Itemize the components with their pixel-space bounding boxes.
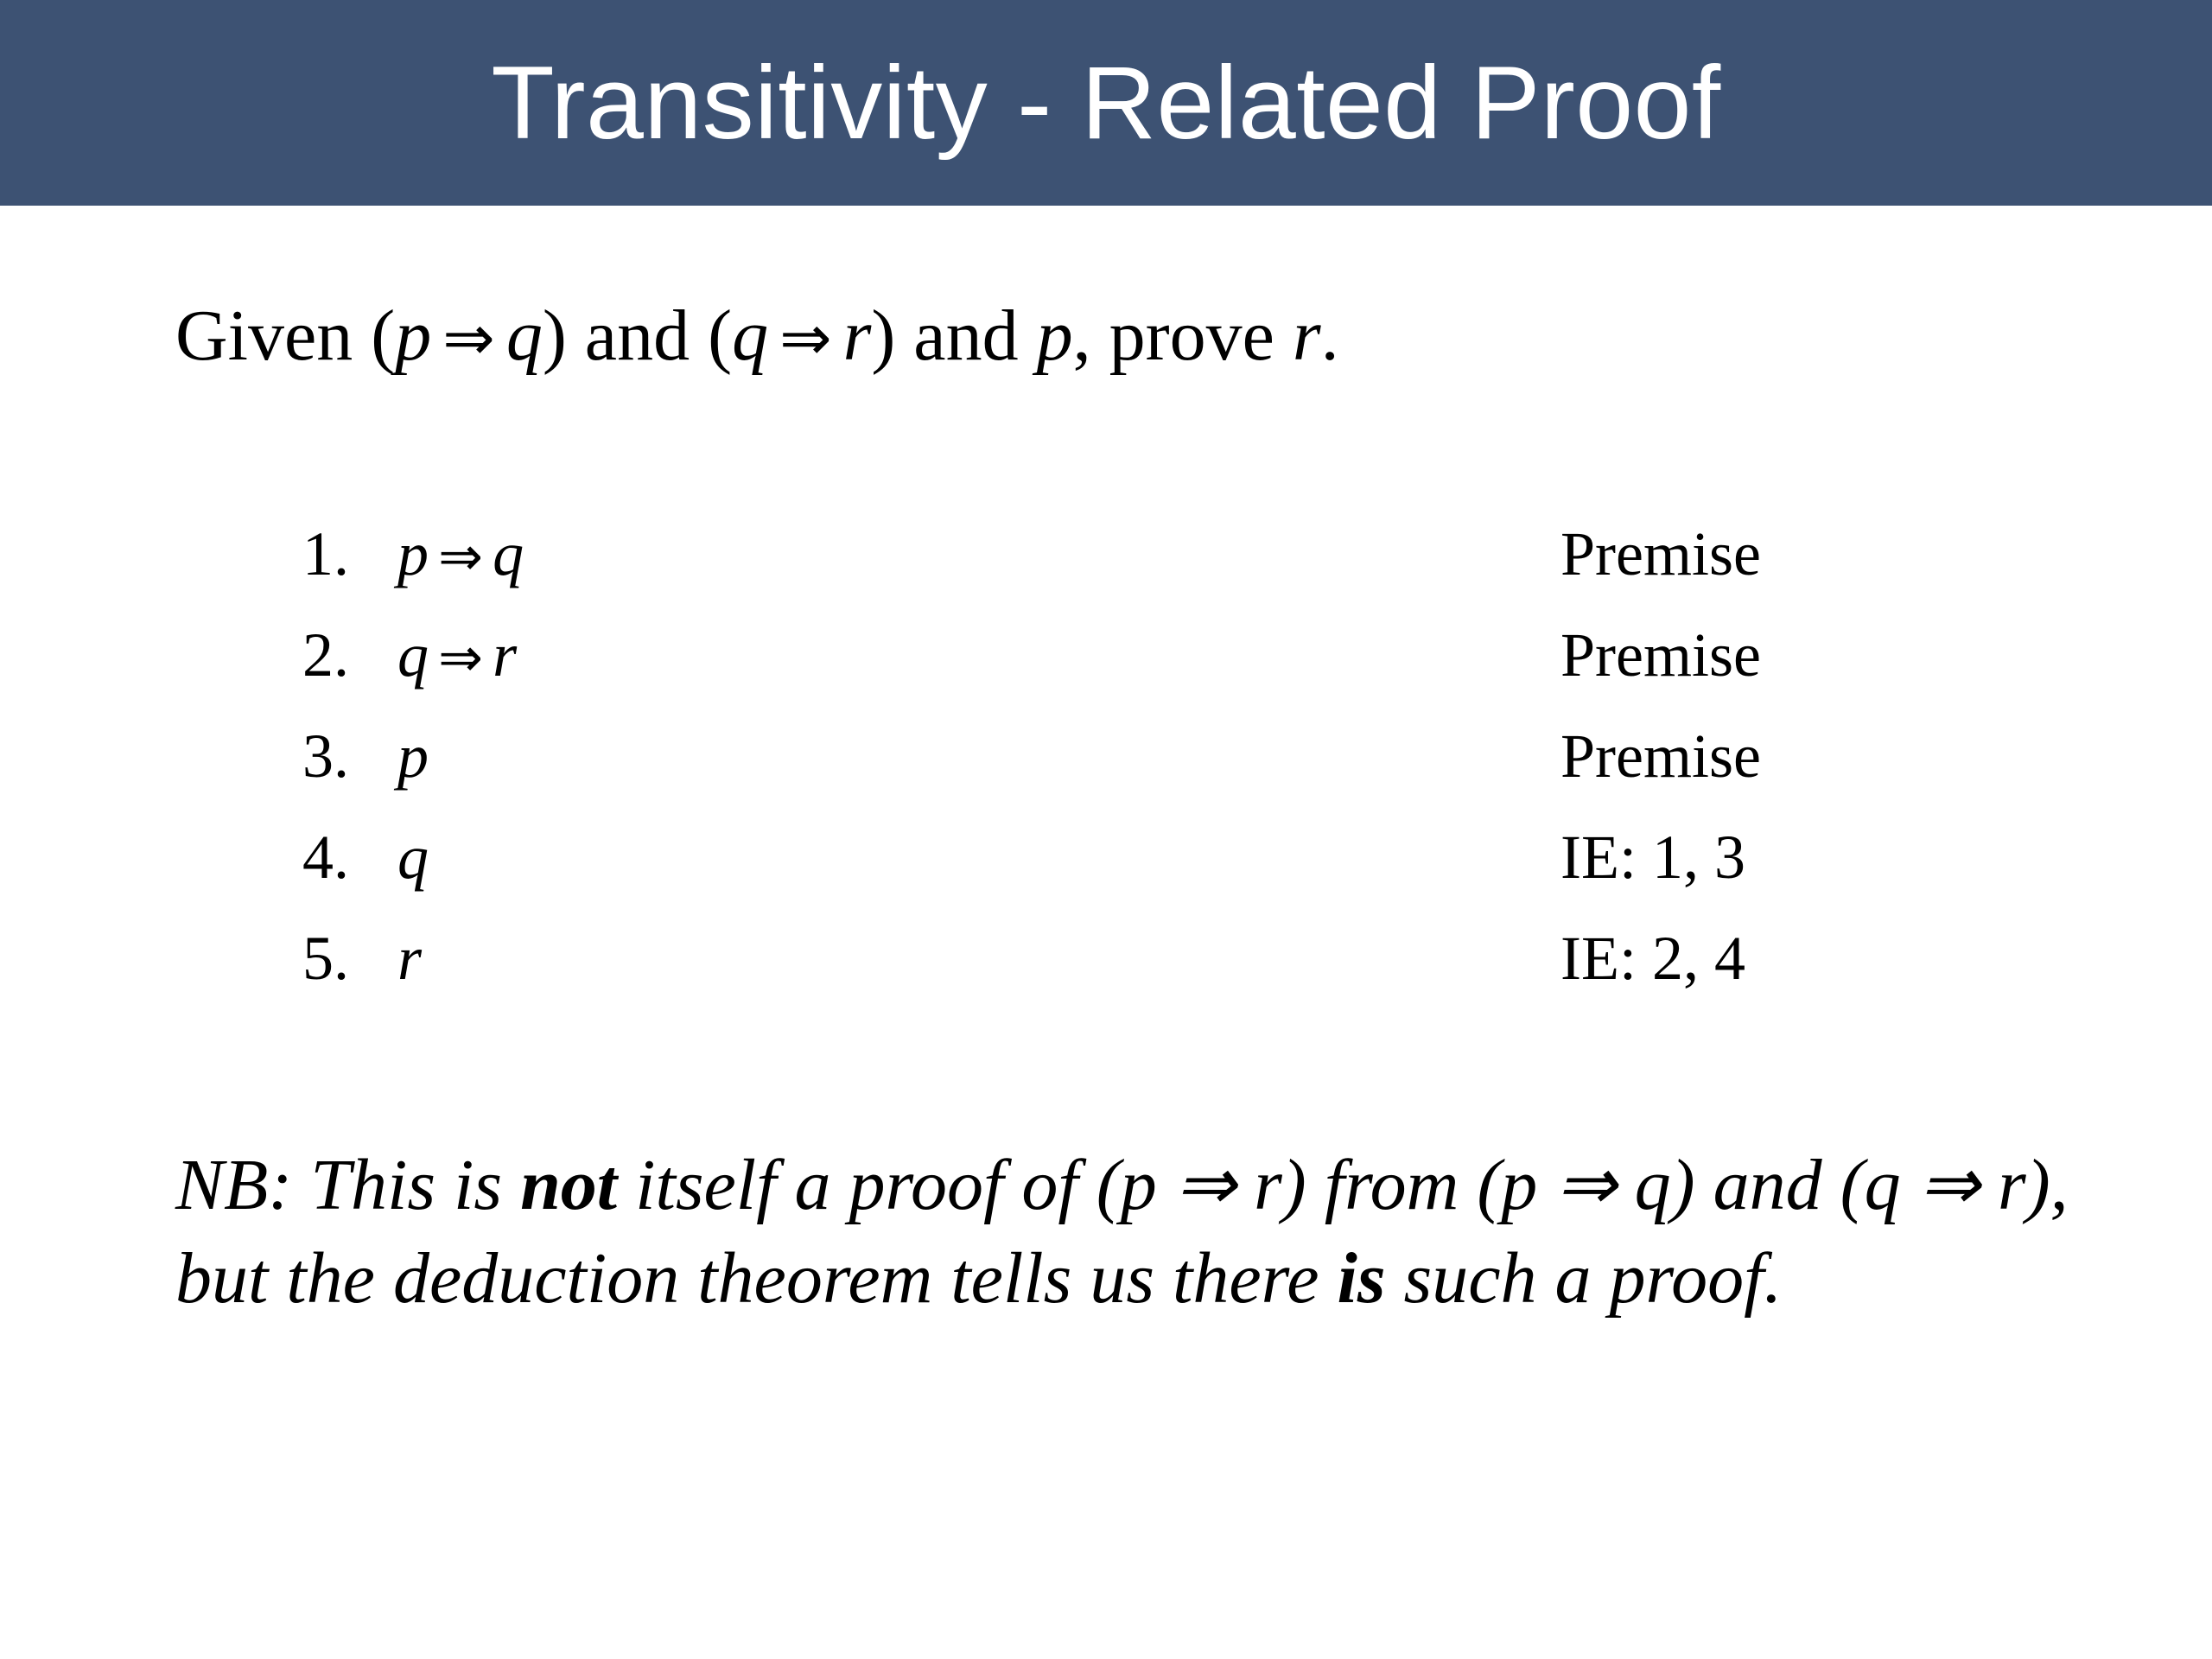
given-var-p: p — [1036, 296, 1073, 376]
step-justification: IE: 1, 3 — [1560, 823, 1745, 892]
slide-title: Transitivity - Related Proof — [491, 45, 1721, 161]
step-formula — [397, 721, 429, 792]
implies-symbol: ⇒ — [438, 626, 484, 689]
formula-var: q — [397, 620, 429, 690]
proof-step — [0, 822, 2212, 908]
step-number: 2. — [302, 620, 349, 690]
implies-symbol: ⇒ — [779, 302, 832, 375]
given-and: and — [913, 296, 1019, 376]
given-word: Given — [175, 296, 353, 376]
given-var-r: r — [842, 296, 872, 376]
step-number: 1. — [302, 519, 349, 588]
step-justification: Premise — [1560, 519, 1761, 588]
step-number: 4. — [302, 823, 349, 892]
given-var-r: r — [1292, 296, 1321, 376]
proof-step — [0, 518, 2212, 605]
step-formula — [397, 518, 524, 590]
step-formula — [397, 620, 517, 691]
implies-symbol: ⇒ — [442, 302, 495, 375]
proof-step — [0, 721, 2212, 807]
given-var-p: p — [395, 296, 432, 376]
given-and: and — [584, 296, 690, 376]
formula-var: r — [397, 924, 423, 993]
formula-var: q — [493, 519, 524, 588]
given-var-q: q — [505, 296, 543, 376]
step-formula — [397, 822, 429, 893]
step-number: 5. — [302, 924, 349, 993]
nb-note — [175, 1139, 2076, 1325]
proof-step — [0, 923, 2212, 1009]
note-text: such a proof. — [1385, 1238, 1783, 1319]
step-justification: IE: 2, 4 — [1560, 924, 1745, 993]
note-emphasis-not: not — [520, 1145, 618, 1225]
problem-statement: Given (p ⇒ q) and (q ⇒ r) and p, prove r. — [175, 296, 1339, 376]
proof-step — [0, 620, 2212, 706]
step-formula — [397, 923, 422, 995]
formula-var: p — [397, 721, 429, 791]
formula-var: r — [493, 620, 518, 690]
note-text: itself a proof of (p ⇒ r) from (p ⇒ q) and (q ⇒ r), but the deduction theorem tells us there — [175, 1145, 2069, 1319]
step-justification: Premise — [1560, 620, 1761, 690]
step-justification: Premise — [1560, 721, 1761, 791]
implies-symbol: ⇒ — [438, 525, 484, 588]
prove-word: prove — [1109, 296, 1274, 376]
given-var-q: q — [732, 296, 769, 376]
note-emphasis-is: is — [1337, 1238, 1386, 1319]
formula-var: p — [397, 519, 429, 588]
step-number: 3. — [302, 721, 349, 791]
formula-var: q — [397, 823, 429, 892]
note-text: NB: This is — [175, 1145, 521, 1225]
